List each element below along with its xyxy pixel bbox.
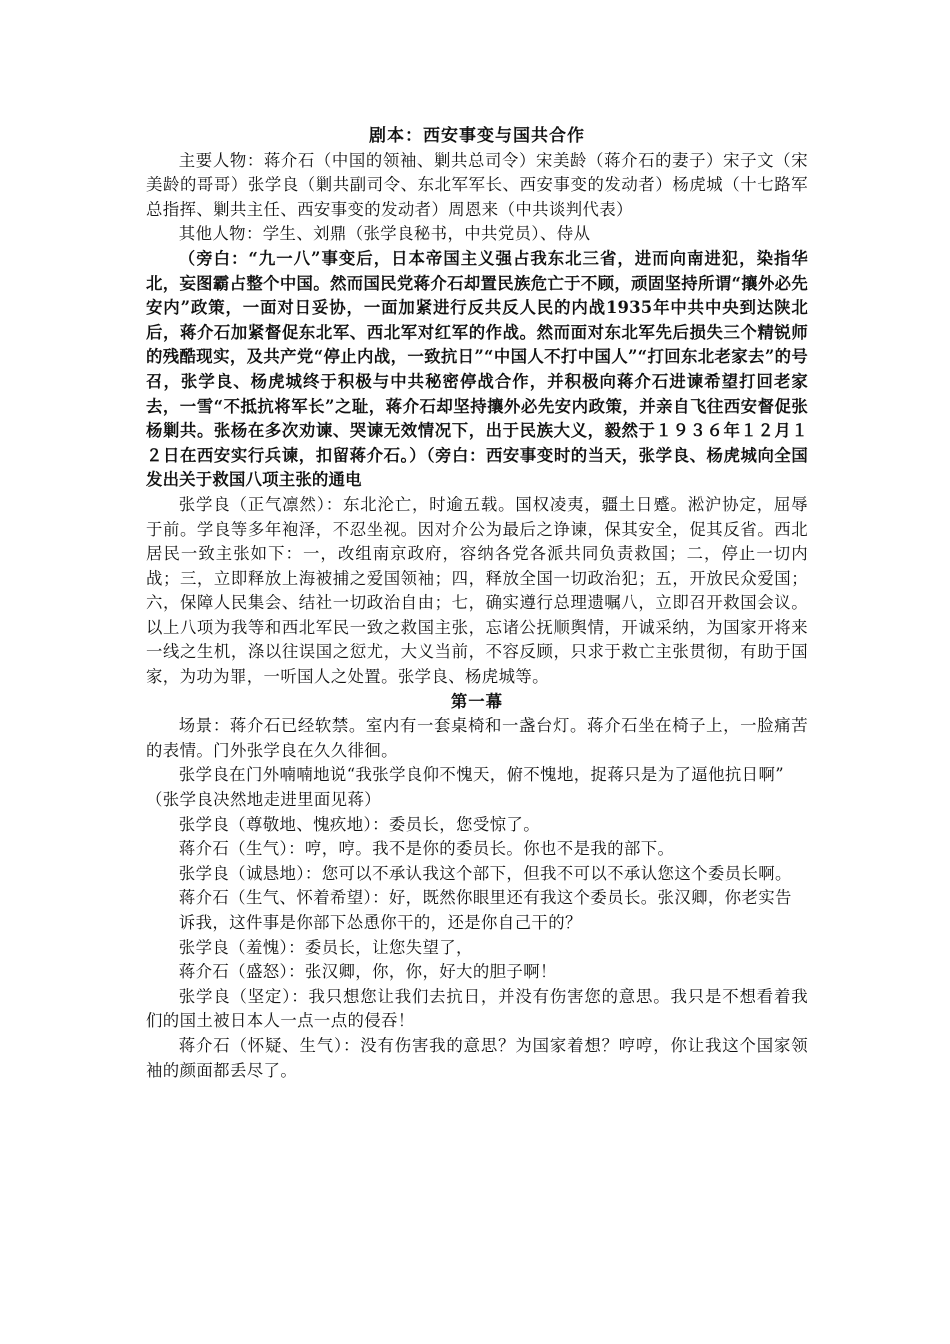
dialogue-line: 张学良在门外喃喃地说“我张学良仰不愧天，俯不愧地，捉蒋只是为了逼他抗日啊” <box>178 765 785 785</box>
dialogue-line: 蒋介石（生气、怀着希望）：好，既然你眼里还有我这个委员长。张汉卿，你老实告 <box>178 888 792 908</box>
narration-paragraph: （旁白：“九一八”事变后，日本帝国主义强占我东北三省，进而向南进犯，染指华北，妄图霸占整个中国。然而国民党蒋介石却置民族危亡于不顾，顽固坚持所谓“攘外必先安内”政策，一面对日妥协，一面加紧进行反共反人民的内战1935年中共中央到达陕北后，蒋介石加紧督促东北军、西北军对红军的作战。然而面对东北军先后损失三个精锐师的残酷现实，及共产党“停止内战，一致抗日”“中国人不打中国人”“打回东北老家去”的号召，张学良、杨虎城终于积极与中共秘密停战合作，并积极向蒋介石进谏希望打回老家去，一雪“不抵抗将军长”之耻，蒋介石却坚持攘外必先安内政策，并亲自飞往西安督促张杨剿共。张杨在多次劝谏、哭谏无效情况下，出于民族大义，毅然于１９３６年１２月１２日在西安实行兵谏，扣留蒋介石。）（旁白：西安事变时的当天，张学良、杨虎城向全国发出关于救国八项主张的通电 <box>146 248 808 490</box>
dialogue-line: 蒋介石（盛怒）：张汉卿，你，你，好大的胆子啊！ <box>178 962 557 982</box>
page-title: 剧本：西安事变与国共合作 <box>369 126 585 146</box>
other-characters-paragraph: 其他人物：学生、刘鼎（张学良秘书，中共党员）、侍从 <box>178 224 591 244</box>
act-title: 第一幕 <box>450 691 504 711</box>
telegram-paragraph: 张学良（正气凛然）：东北沦亡，时逾五载。国权凌夷，疆土日蹙。淞沪协定，屈辱于前。学良等多年袍泽，不忍坐视。因对介公为最后之诤谏，保其安全，促其反省。西北居民一致主张如下：一，改组南京政府，容纳各党各派共同负责救国；二，停止一切内战；三，立即释放上海被捕之爱国领袖；四，释放全国一切政治犯；五，开放民众爱国；六，保障人民集会、结社一切政治自由；七，确实遵行总理遗嘱八，立即召开救国会议。以上八项为我等和西北军民一致之救国主张，忘诸公抚顺舆情，开诚采纳，为国家开将来一线之生机，涤以往误国之愆尤，大义当前，不容反顾，只求于救亡主张贯彻，有助于国家，为功为罪，一听国人之处置。张学良、杨虎城等。 <box>146 494 808 687</box>
dialogue-line: 诉我，这件事是你部下怂恿你干的，还是你自己干的？ <box>178 913 582 932</box>
script-page <box>146 124 808 1083</box>
main-characters-paragraph: 主要人物：蒋介石（中国的领袖、剿共总司令）宋美龄（蒋介石的妻子）宋子文（宋美龄的哥哥）张学良（剿共副司令、东北军军长、西安事变的发动者）杨虎城（十七路军总指挥、剿共主任、西安事变的发动者）周恩来（中共谈判代表） <box>146 150 808 219</box>
dialogue-line: 蒋介石（怀疑、生气）：没有伤害我的意思？为国家着想？哼哼，你让我这个国家领袖的颜面都丢尽了。 <box>146 1035 808 1080</box>
dialogue-line: 张学良（诚恳地）：您可以不承认我这个部下，但我不可以不承认您这个委员长啊。 <box>178 863 792 883</box>
stage-direction: （张学良决然地走进里面见蒋） <box>146 790 382 810</box>
dialogue-line: 张学良（坚定）：我只想您让我们去抗日，并没有伤害您的意思。我只是不想看着我们的国土被日本人一点一点的侵吞！ <box>146 986 808 1031</box>
dialogue-line: 蒋介石（生气）：哼，哼。我不是你的委员长。你也不是我的部下。 <box>178 839 675 859</box>
scene-paragraph: 场景：蒋介石已经软禁。室内有一套桌椅和一盏台灯。蒋介石坐在椅子上，一脸痛苦的表情。门外张学良在久久徘徊。 <box>146 716 808 760</box>
dialogue-line: 张学良（尊敬地、愧疚地）：委员长，您受惊了。 <box>178 814 540 834</box>
dialogue-line: 张学良（羞愧）：委员长，让您失望了， <box>178 937 473 957</box>
